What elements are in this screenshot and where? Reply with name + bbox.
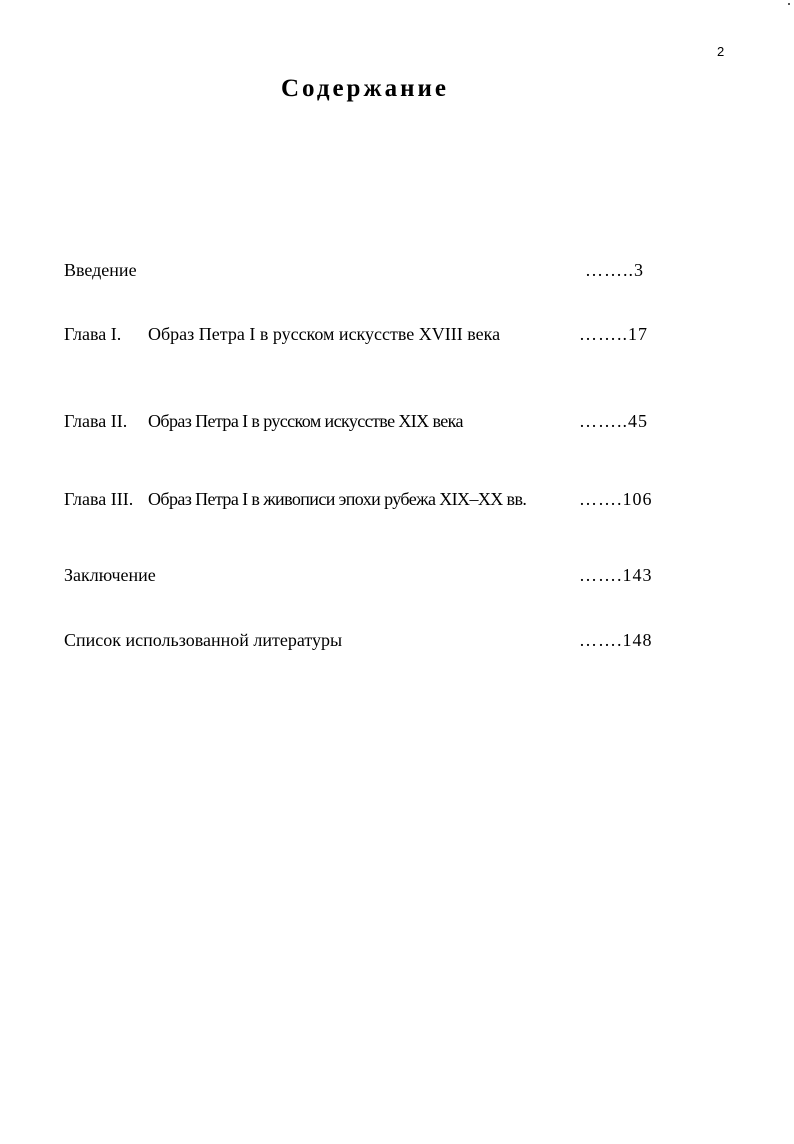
toc-entry-page: …….106 [579,489,653,509]
toc-entry-label: Введение [64,260,137,280]
toc-entry-label [64,322,500,346]
toc-entry-label: Заключение [64,565,156,585]
toc-entry-label: Список использованной литературы [64,630,343,650]
toc-entry-bibliography[interactable] [64,628,664,652]
toc-entry-label [64,487,526,511]
toc-entry-page: ……..3 [585,260,644,280]
toc-entry-chapter-1[interactable] [64,322,664,346]
chapter-number: Глава II. [64,411,128,431]
page-number: 2 [717,44,725,59]
toc-entry-chapter-3[interactable] [64,487,664,511]
toc-entry-page: ……..17 [579,324,648,344]
toc-entry-page: …….148 [579,630,653,650]
toc-entry-chapter-2[interactable] [64,409,664,433]
chapter-title: Образ Петра I в русском искусстве XVIII века [148,324,501,344]
chapter-title: Образ Петра I в живописи эпохи рубежа XIX–XX вв. [148,489,527,509]
chapter-title: Образ Петра I в русском искусстве XIX века [148,411,463,431]
toc-entry-page: …….143 [579,565,653,585]
chapter-number: Глава III. [64,489,134,509]
toc-entry-page: ……..45 [579,411,648,431]
scan-speck [788,3,790,5]
page-title: Содержание [280,75,449,102]
toc-entry-introduction[interactable] [64,258,664,282]
toc-entry-label [64,409,463,433]
toc-entry-conclusion[interactable] [64,563,664,587]
chapter-number: Глава I. [64,324,122,344]
